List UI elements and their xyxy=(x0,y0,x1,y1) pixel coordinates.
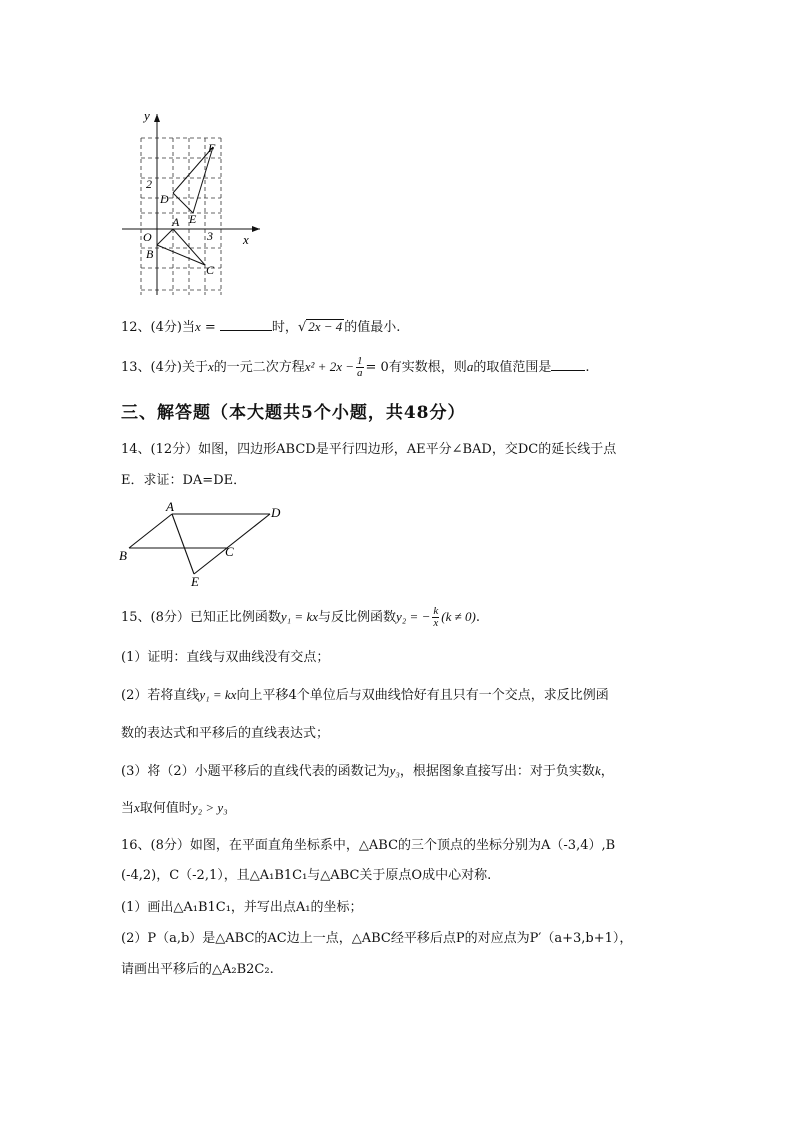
origin-label: O xyxy=(143,230,152,244)
question-12: 12、(4分)当x = 时，√ 2x − 4 的值最小. xyxy=(121,319,401,335)
question-15-part3: (3）将（2）小题平移后的直线代表的函数记为y₃，根据图象直接写出：对于负实数k， xyxy=(121,763,614,779)
point-label-c: C xyxy=(225,544,234,559)
x-axis-label: x xyxy=(243,232,249,247)
point-label-d: D xyxy=(160,192,169,206)
point-label-d: D xyxy=(271,505,281,520)
parallelogram-figure xyxy=(115,498,295,590)
point-label-b: B xyxy=(146,247,154,261)
question-15-part1: (1）证明：直线与双曲线没有交点； xyxy=(121,650,330,665)
question-16-line1: 16、(8分）如图，在平面直角坐标系中，△ABC的三个顶点的坐标分别为A（-3,4）,B xyxy=(121,838,616,853)
question-13: 13、(4分)关于x的一元二次方程x² + 2x − $\frac{1}{a}$ = 0有实数根，则a的取值范围是 . xyxy=(121,355,590,379)
answer-blank[interactable] xyxy=(220,318,272,331)
question-16-part2-cont: 请画出平移后的△A₂B2C₂. xyxy=(121,962,274,977)
question-15: 15、(8分）已知正比例函数y₁ = kx与反比例函数y₂ = − $\frac{k}{x}$ (k ≠ 0). xyxy=(121,605,480,629)
question-16-part2: (2）P（a,b）是△ABC的AC边上一点，△ABC经平移后点P的对应点为P′（a+3,b+1）， xyxy=(121,931,633,946)
point-label-a: A xyxy=(166,499,174,514)
x-tick-label: 3 xyxy=(207,229,213,243)
fraction: $\frac{k}{x}$ xyxy=(433,605,439,629)
question-15-part2: (2）若将直线y₁ = kx向上平移4个单位后与双曲线恰好有且只有一个交点，求反比例函 xyxy=(121,687,609,703)
point-label-b: B xyxy=(119,548,127,563)
section-header: 三、解答题（本大题共5个小题，共48分） xyxy=(121,403,466,423)
y-axis-label: y xyxy=(144,108,150,123)
point-label-f: F xyxy=(208,141,216,155)
fraction: $\frac{1}{a}$ xyxy=(357,355,363,379)
question-14-line2: E．求证：DA=DE． xyxy=(121,473,247,488)
question-15-part3-cont: 当x取何值时y₂ > y₃ xyxy=(121,800,228,816)
question-15-part2-cont: 数的表达式和平移后的直线表达式； xyxy=(121,726,330,741)
point-label-e: E xyxy=(189,212,197,226)
point-label-a: A xyxy=(172,215,180,229)
sqrt-expression: 2x − 4 xyxy=(308,319,343,334)
y-tick-label: 2 xyxy=(146,177,152,191)
coordinate-grid-figure xyxy=(110,100,270,300)
question-16-line2: (-4,2)，C（-2,1），且△A₁B1C₁与△ABC关于原点O成中心对称. xyxy=(121,868,492,883)
question-16-part1: (1）画出△A₁B1C₁，并写出点A₁的坐标； xyxy=(121,900,363,915)
point-label-e: E xyxy=(191,574,199,589)
point-label-c: C xyxy=(206,263,215,277)
question-14-line1: 14、(12分）如图，四边形ABCD是平行四边形，AE平分∠BAD，交DC的延长线于点 xyxy=(121,442,617,457)
answer-blank[interactable] xyxy=(551,358,585,371)
